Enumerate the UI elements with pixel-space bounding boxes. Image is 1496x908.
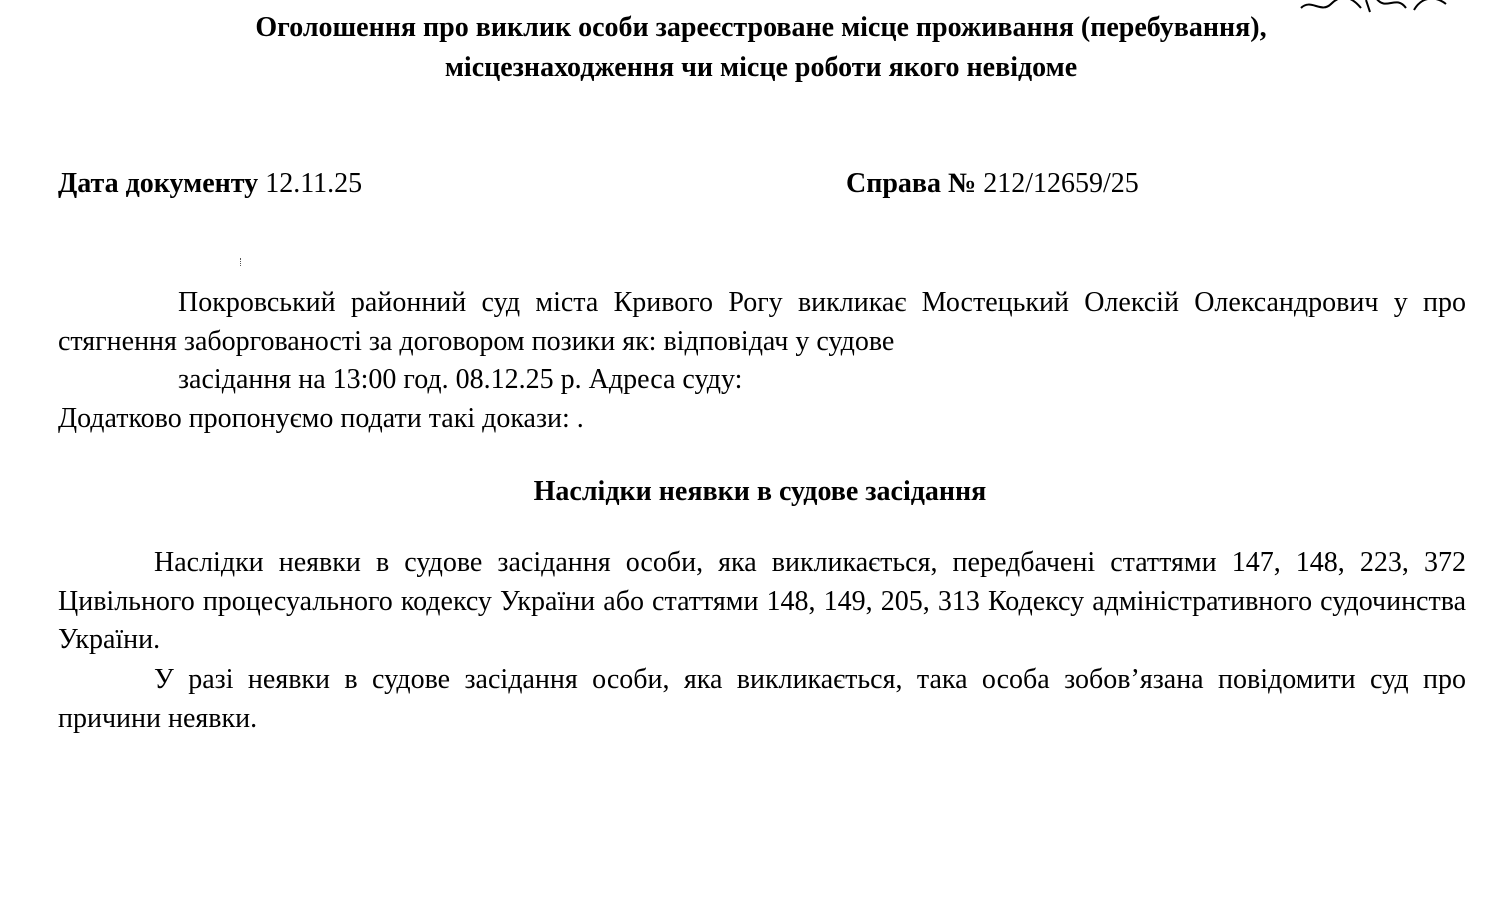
document-date — [58, 166, 362, 202]
title-line-2: місцезнаходження чи місце роботи якого невідоме — [444, 52, 1078, 83]
title-line-1: Оголошення про виклик особи зареєстроване місце проживання (перебування), — [255, 12, 1267, 43]
date-label: Дата документу — [58, 168, 259, 199]
consequences-paragraph-1: Наслідки неявки в судове засідання особи, яка викликається, передбачені статтями 147, 148, 223, 372 Цивільного процесуального кодексу України або статтями 148, 149, 205, 313 Кодексу адміністративного судочинства України. — [58, 547, 1466, 655]
evidence-request: Додатково пропонуємо подати такі докази: . — [58, 403, 584, 434]
court-summons-line-1: Покровський районний суд міста Кривого Рогу викликає Мостецький Олексій Олександрович у про стягнення заборгованості за договором позики як: відповідач у судове — [58, 287, 1466, 357]
case-label: Справа № — [846, 168, 977, 199]
court-summons-line-2: засідання на 13:00 год. 08.12.25 р. Адреса суду: — [178, 364, 743, 395]
stray-mark — [240, 258, 244, 266]
date-value: 12.11.25 — [265, 168, 363, 199]
consequences-paragraph-2: У разі неявки в судове засідання особи, яка викликається, така особа зобов’язана повідомити суд про причини неявки. — [58, 664, 1466, 734]
court-summons-paragraph — [58, 284, 1466, 400]
case-value: 212/12659/25 — [983, 168, 1139, 199]
document-title — [0, 8, 1496, 88]
case-number — [846, 166, 1139, 202]
section-heading: Наслідки неявки в судове засідання — [533, 476, 987, 507]
